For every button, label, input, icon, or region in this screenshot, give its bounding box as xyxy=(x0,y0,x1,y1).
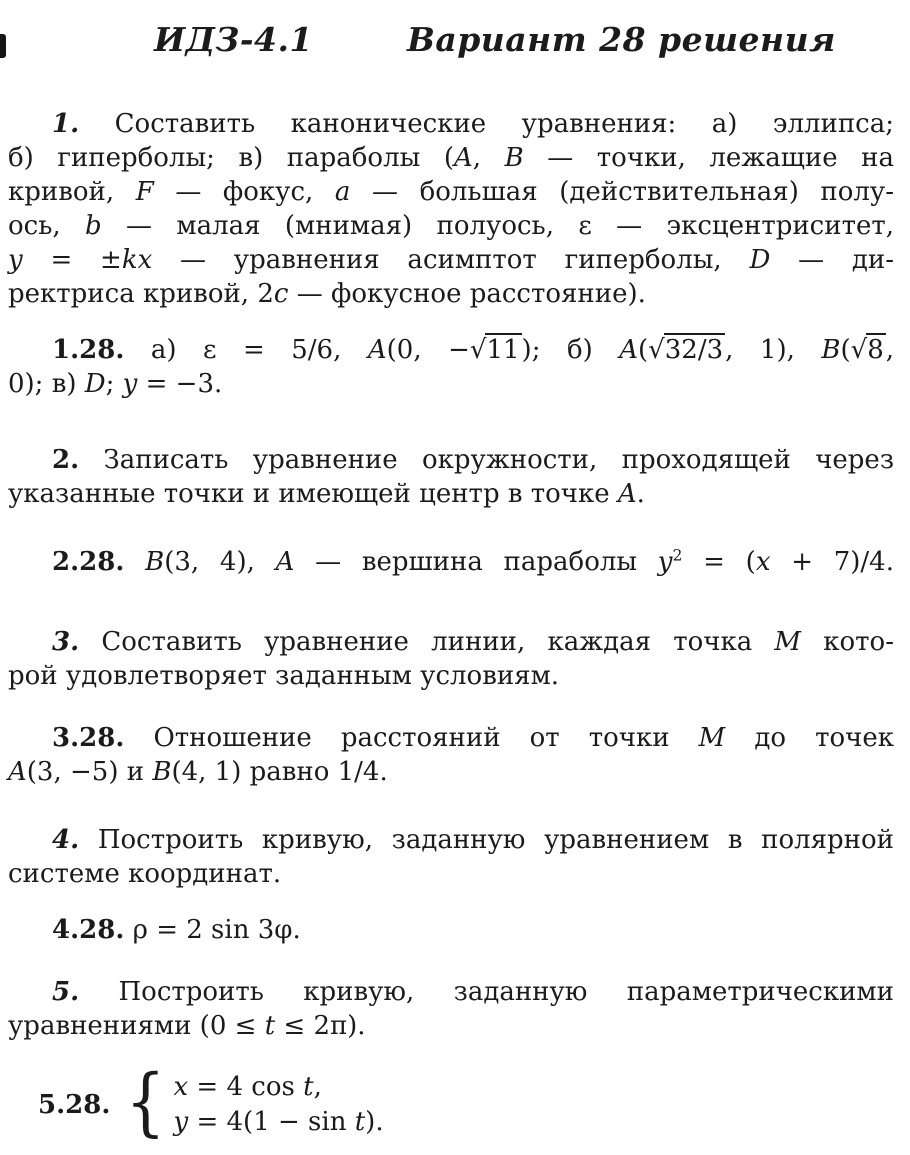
item-3-28 xyxy=(8,721,894,789)
text-segment: 0); в) xyxy=(8,369,85,399)
text-segment: B xyxy=(504,143,524,173)
text-segment: Отношение расстояний от точки xyxy=(124,723,699,753)
text-segment: (4, 1) равно 1/4. xyxy=(171,757,388,787)
text-line xyxy=(8,625,894,659)
text-segment: = 4 cos xyxy=(188,1072,304,1102)
text-segment: , xyxy=(472,143,505,173)
text-segment: — уравнения асимптот гиперболы, xyxy=(152,245,750,275)
text-segment: t xyxy=(303,1072,314,1102)
text-segment: ( xyxy=(840,335,851,365)
text-line xyxy=(8,243,894,277)
text-line xyxy=(8,755,894,789)
text-segment: системе координат. xyxy=(8,859,282,889)
text-segment: F xyxy=(135,177,154,207)
item-2-28 xyxy=(8,545,894,579)
parametric-equations xyxy=(173,1070,383,1140)
text-segment: x xyxy=(755,547,771,577)
text-segment: M xyxy=(698,723,726,753)
text-segment: = ± xyxy=(22,245,122,275)
text-segment: кото- xyxy=(801,627,894,657)
text-line xyxy=(8,175,894,209)
text-line xyxy=(8,209,894,243)
scan-artifact xyxy=(0,34,6,58)
text-segment: y xyxy=(122,369,138,399)
text-segment: A xyxy=(275,547,295,577)
text-line xyxy=(8,721,894,755)
radicand: 8 xyxy=(867,335,884,365)
text-segment: 5. xyxy=(52,977,80,1007)
text-segment: + 7)/4. xyxy=(770,547,894,577)
text-segment: кривой, xyxy=(8,177,136,207)
text-segment: — малая (мнимая) полуось, ε — эксцентриситет, xyxy=(101,211,894,241)
text-line xyxy=(8,913,894,947)
text-segment: — фокус, xyxy=(153,177,335,207)
text-segment: (3, −5) и xyxy=(26,757,153,787)
text-segment: ; xyxy=(105,369,123,399)
text-segment: = −3. xyxy=(137,369,223,399)
text-segment xyxy=(124,547,145,577)
text-segment: указанные точки и имеющей центр в точке xyxy=(8,479,618,509)
text-segment: B xyxy=(152,757,172,787)
text-segment: ( xyxy=(638,335,649,365)
text-line xyxy=(8,443,894,477)
variant-title: Вариант 28 решения xyxy=(406,20,836,59)
text-segment: b xyxy=(85,211,102,241)
text-segment: ); б) xyxy=(521,335,620,365)
text-segment: D xyxy=(84,369,106,399)
text-segment: kx xyxy=(121,245,153,275)
text-segment: до точек xyxy=(725,723,894,753)
text-segment: , 1), xyxy=(725,335,822,365)
text-segment: 2. xyxy=(52,445,80,475)
text-segment: 1. xyxy=(52,109,80,139)
text-segment: A xyxy=(367,335,387,365)
text-segment: x xyxy=(173,1072,189,1102)
text-segment: а) ε = 5/6, xyxy=(124,335,368,365)
text-segment: — фокусное расстояние). xyxy=(288,279,646,309)
text-segment: , xyxy=(313,1072,322,1102)
item-1-28 xyxy=(8,333,894,401)
text-segment: Составить канонические уравнения: а) эллипса; xyxy=(79,109,894,139)
text-segment: = ( xyxy=(682,547,756,577)
text-segment: — ди- xyxy=(770,245,894,275)
problem-1-statement xyxy=(8,107,894,311)
text-segment: D xyxy=(749,245,771,275)
radicand: 11 xyxy=(486,335,520,365)
text-segment: Записать уравнение окружности, проходящей через xyxy=(79,445,894,475)
text-line xyxy=(8,277,894,311)
text-segment: A xyxy=(619,335,639,365)
text-segment: = 4(1 − sin xyxy=(188,1107,355,1137)
text-segment: Составить уравнение линии, каждая точка xyxy=(79,627,775,657)
text-line xyxy=(8,333,894,367)
text-line xyxy=(8,367,894,401)
text-segment: 3. xyxy=(52,627,80,657)
text-segment: ≤ 2π). xyxy=(275,1011,366,1041)
text-segment: A xyxy=(617,479,637,509)
text-segment: 1.28. xyxy=(52,335,125,365)
text-segment: B xyxy=(821,335,841,365)
item-4-28 xyxy=(8,913,894,947)
text-line xyxy=(173,1070,383,1105)
text-segment: a xyxy=(334,177,351,207)
text-segment: — вершина параболы xyxy=(294,547,658,577)
problem-3-statement xyxy=(8,625,894,693)
assignment-code: ИДЗ-4.1 xyxy=(154,20,313,59)
text-segment: 2.28. xyxy=(52,547,125,577)
item-5-28-number: 5.28. xyxy=(38,1090,111,1120)
item-5-28 xyxy=(8,1059,894,1145)
sqrt-icon: √ xyxy=(850,335,867,365)
text-segment: c xyxy=(273,279,289,309)
text-segment: ректриса кривой, 2 xyxy=(8,279,274,309)
text-segment: 4.28. xyxy=(52,915,125,945)
text-segment: t xyxy=(354,1107,366,1137)
text-segment: — большая (действительная) полу- xyxy=(350,177,895,207)
text-segment: уравнениями (0 ≤ xyxy=(8,1011,265,1041)
text-segment: 4. xyxy=(52,825,80,855)
text-segment: ρ = 2 sin 3φ. xyxy=(124,915,301,945)
problem-4-statement xyxy=(8,823,894,891)
text-line xyxy=(8,1009,894,1043)
text-segment: M xyxy=(774,627,802,657)
text-segment: (0, − xyxy=(386,335,470,365)
radicand: 32/3 xyxy=(664,335,724,365)
document-header xyxy=(8,20,894,59)
text-segment: B xyxy=(145,547,165,577)
text-segment: 3.28. xyxy=(52,723,125,753)
text-segment: Построить кривую, заданную уравнением в полярной xyxy=(79,825,894,855)
system-brace: { xyxy=(125,1059,166,1145)
text-line xyxy=(8,545,894,579)
text-segment: 2 xyxy=(672,546,683,565)
text-line xyxy=(8,857,894,891)
text-line xyxy=(173,1105,383,1140)
text-line xyxy=(8,659,894,693)
text-line xyxy=(8,477,894,511)
text-segment: — точки, лежащие на xyxy=(523,143,895,173)
text-segment: (3, 4), xyxy=(164,547,276,577)
problem-5-statement xyxy=(8,975,894,1043)
text-segment: y xyxy=(8,245,23,275)
sqrt-icon: √ xyxy=(648,335,664,365)
text-segment: . xyxy=(636,479,645,509)
text-segment: A xyxy=(8,757,27,787)
text-segment: y xyxy=(173,1107,189,1137)
text-segment: A xyxy=(454,143,473,173)
text-line xyxy=(8,823,894,857)
text-segment: ось, xyxy=(8,211,85,241)
text-segment: рой удовлетворяет заданным условиям. xyxy=(8,661,560,691)
text-segment: Построить кривую, заданную параметрическими xyxy=(79,977,894,1007)
text-line xyxy=(8,975,894,1009)
text-segment: y xyxy=(657,547,673,577)
text-segment: t xyxy=(264,1011,276,1041)
sqrt-icon: √ xyxy=(469,335,486,365)
text-segment: б) гиперболы; в) параболы ( xyxy=(8,143,454,173)
problem-2-statement xyxy=(8,443,894,511)
text-line xyxy=(8,107,894,141)
text-segment: ). xyxy=(365,1107,384,1137)
text-segment: , xyxy=(885,335,894,365)
text-line xyxy=(8,141,894,175)
